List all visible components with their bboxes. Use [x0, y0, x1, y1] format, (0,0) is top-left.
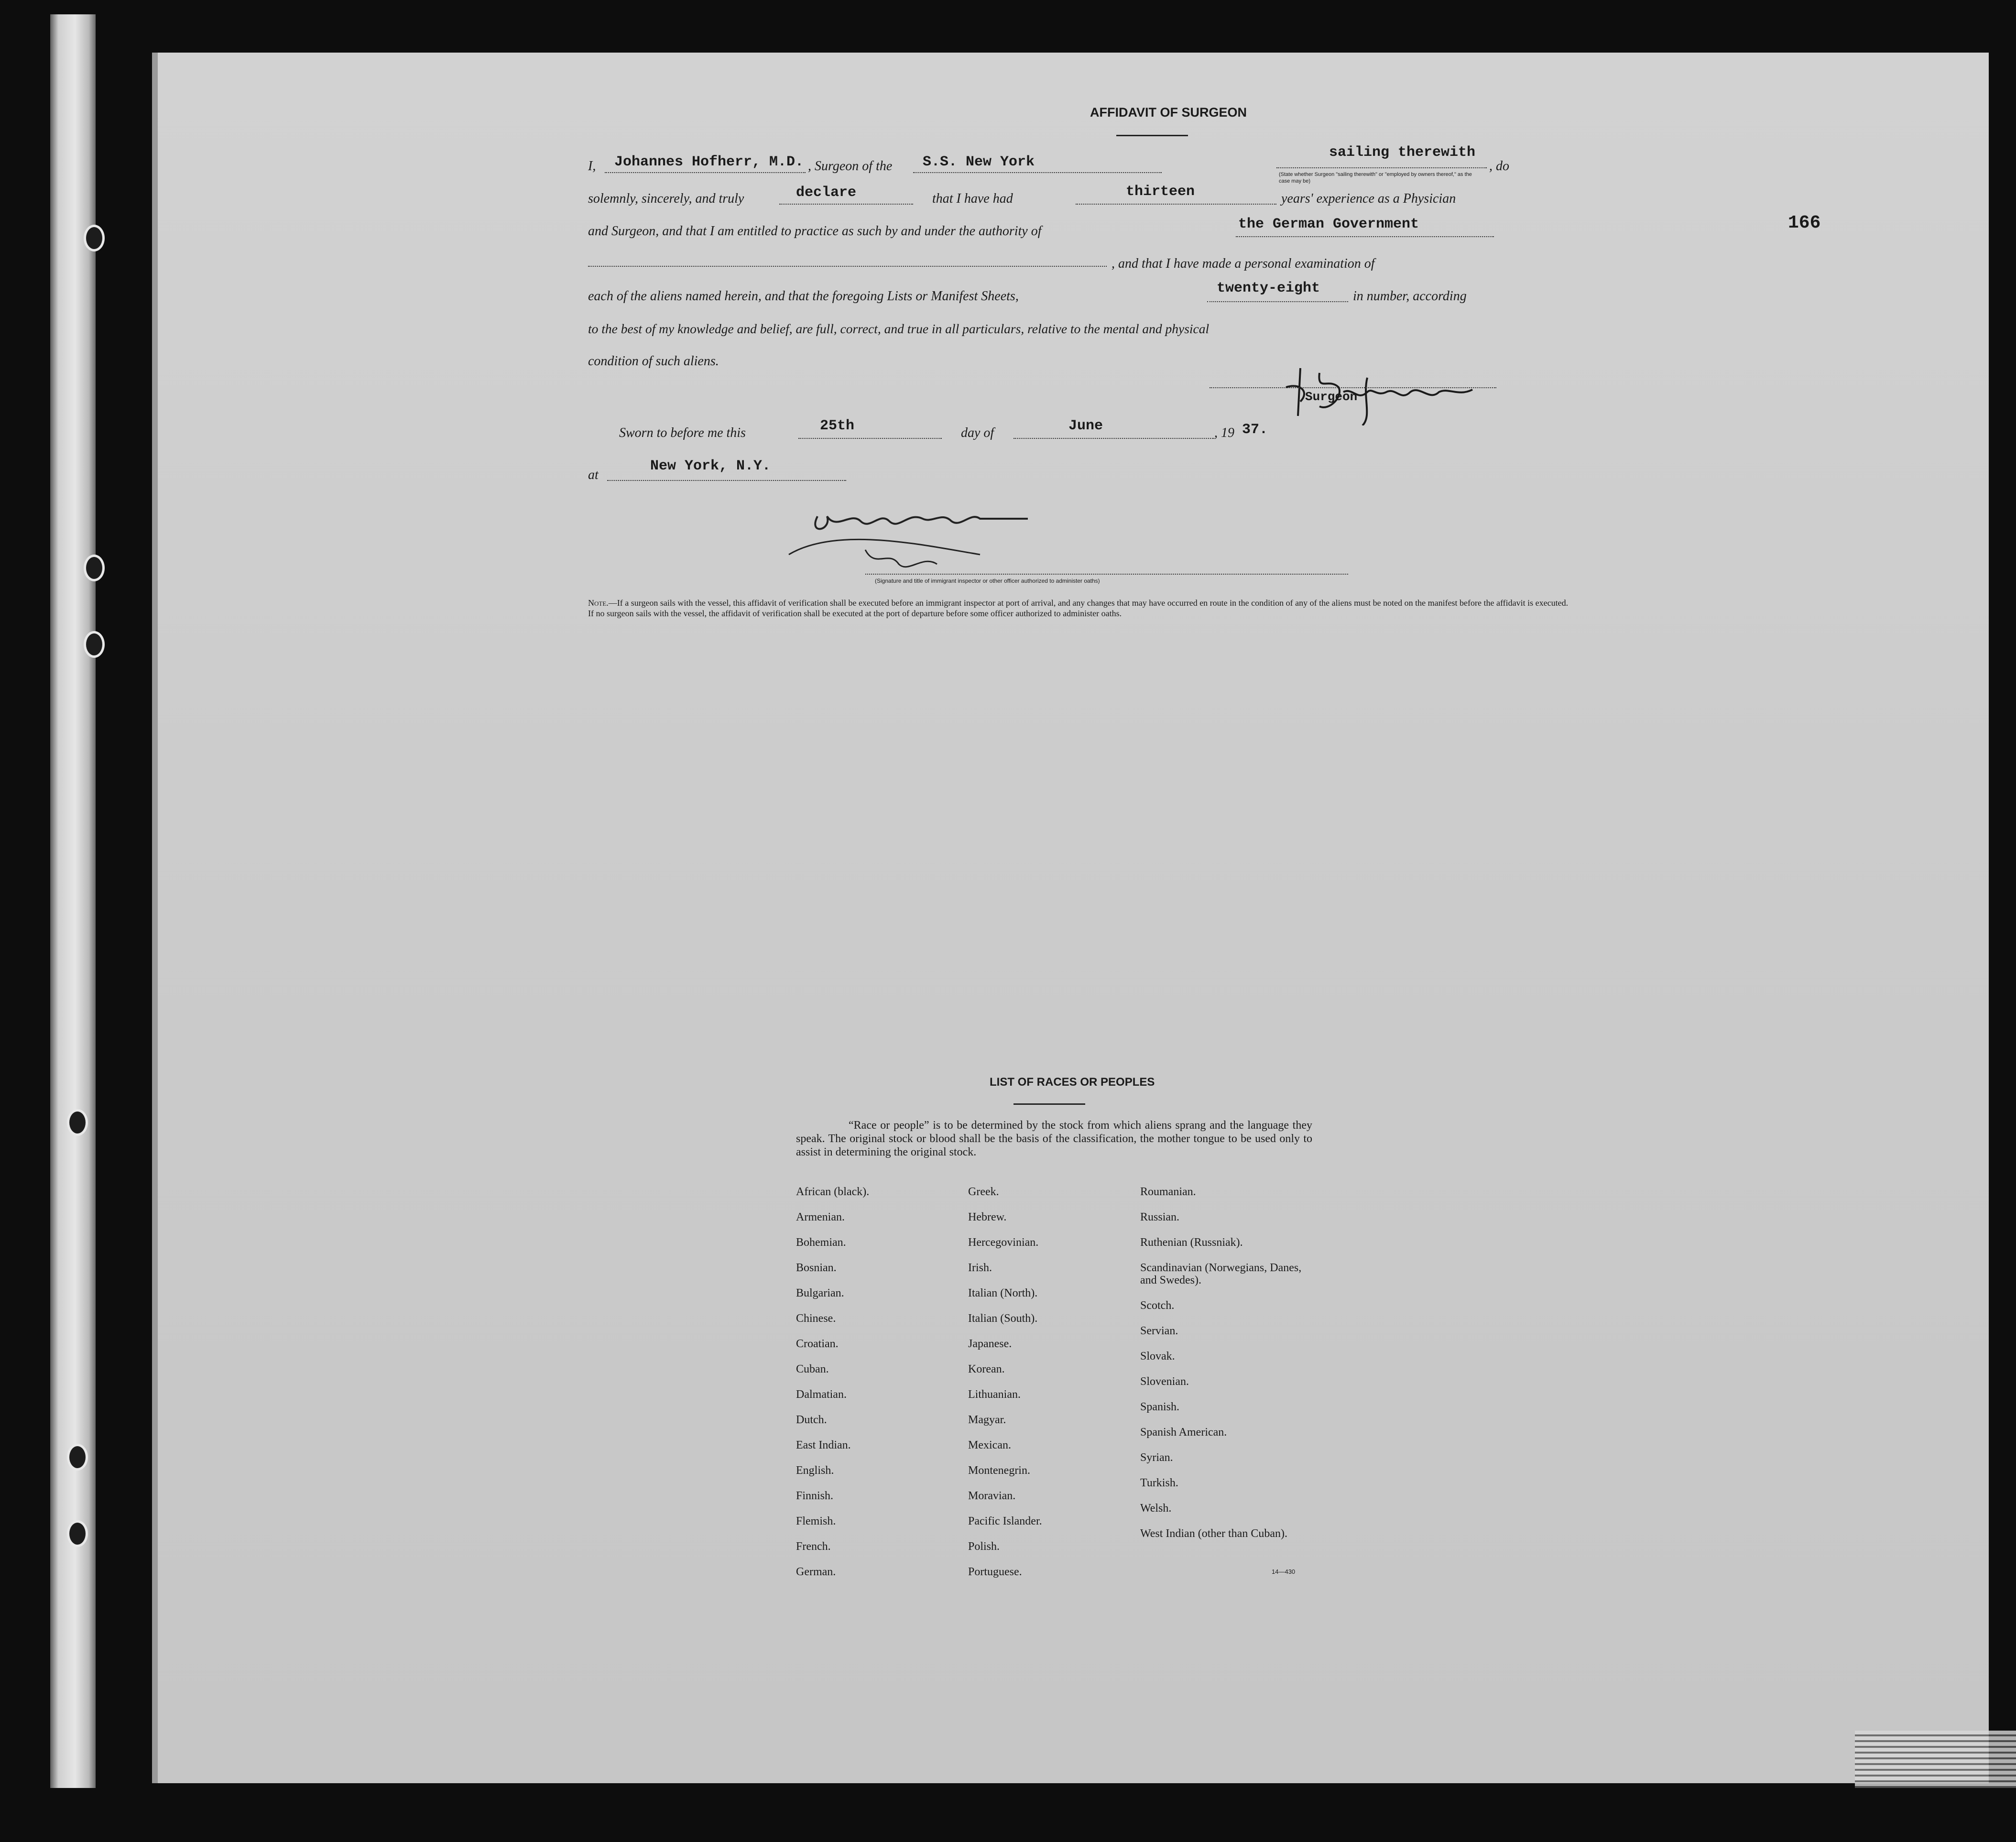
race-item: Bulgarian.: [796, 1287, 844, 1299]
sworn-month-field: [1013, 418, 1214, 439]
sworn-day-field: [798, 418, 942, 439]
surgeon-name-field: [605, 153, 806, 173]
race-item: Flemish.: [796, 1515, 836, 1527]
race-item: Lithuanian.: [968, 1388, 1021, 1401]
sworn-month: June: [1068, 418, 1103, 434]
text-surgeon-of: , Surgeon of the: [808, 159, 893, 174]
text-have-had: that I have had: [932, 191, 1013, 206]
race-item: Korean.: [968, 1363, 1005, 1375]
page-stamp-number: 166: [1788, 213, 1821, 233]
race-item: Portuguese.: [968, 1566, 1022, 1578]
text-years: years' experience as a Physician: [1281, 191, 1456, 206]
race-item: German.: [796, 1566, 836, 1578]
race-item: African (black).: [796, 1186, 870, 1198]
race-item: English.: [796, 1464, 834, 1477]
race-item: Dalmatian.: [796, 1388, 847, 1401]
text-best-knowledge: to the best of my knowledge and belief, are full, correct, and true in all particulars, relative to the mental and physical: [588, 321, 1210, 336]
race-item: Welsh.: [1140, 1502, 1172, 1515]
race-item: Hercegovinian.: [968, 1236, 1039, 1249]
authority: the German Government: [1238, 216, 1419, 232]
race-item: Dutch.: [796, 1414, 827, 1426]
text-condition: condition of such aliens.: [588, 354, 719, 369]
title-rule: [1116, 135, 1188, 136]
race-item: Slovak.: [1140, 1350, 1175, 1362]
ship-name-field: [913, 153, 1162, 173]
race-item: Turkish.: [1140, 1477, 1178, 1489]
declare-field: [779, 186, 913, 205]
race-item: Armenian.: [796, 1211, 845, 1223]
race-item: Spanish American.: [1140, 1426, 1227, 1439]
affidavit-title: AFFIDAVIT OF SURGEON: [1090, 105, 1247, 120]
years-field: [1076, 186, 1276, 205]
race-item: Hebrew.: [968, 1211, 1007, 1223]
races-title-rule: [1013, 1103, 1085, 1105]
race-item: Japanese.: [968, 1338, 1012, 1350]
race-item: Bohemian.: [796, 1236, 846, 1249]
text-at: at: [588, 468, 599, 482]
years-count: thirteen: [1126, 184, 1195, 200]
sailing-status: sailing therewith: [1329, 144, 1476, 161]
document-page: [158, 53, 1989, 1783]
sworn-day: 25th: [820, 418, 855, 434]
form-number: 14—430: [1272, 1568, 1296, 1575]
note-line2: If no surgeon sails with the vessel, the affidavit of verification shall be executed at the port of departure before some officer authorized to administer oaths.: [588, 609, 1122, 618]
page-edge-lines: [1855, 1731, 2016, 1788]
race-item: Servian.: [1140, 1325, 1178, 1337]
sworn-year: 37.: [1242, 422, 1268, 438]
text-19: , 19: [1214, 425, 1234, 440]
race-item: Mexican.: [968, 1439, 1011, 1451]
text-and-surgeon: and Surgeon, and that I am entitled to practice as such by and under the authority of: [588, 224, 1042, 239]
race-item: Greek.: [968, 1186, 999, 1198]
sworn-place: New York, N.Y.: [650, 458, 771, 474]
status-note: (State whether Surgeon "sailing therewith" or "employed by owners thereof," as the case may be): [1279, 172, 1472, 184]
race-item: Italian (South).: [968, 1312, 1038, 1325]
race-item: Scotch.: [1140, 1299, 1175, 1312]
race-item: Scandinavian (Norwegians, Danes, and Swedes).: [1140, 1262, 1302, 1286]
sworn-place-field: [607, 458, 846, 481]
punch-hole: [67, 1109, 88, 1136]
race-item: Spanish.: [1140, 1401, 1180, 1413]
authority-field: [1236, 216, 1494, 237]
text-sworn: Sworn to before me this: [619, 425, 746, 440]
race-item: Pacific Islander.: [968, 1515, 1042, 1527]
race-item: Montenegrin.: [968, 1464, 1030, 1477]
races-intro: “Race or people” is to be determined by the stock from which aliens sprang and the language they speak. The original stock or blood shall be the basis of the classification, the mother tongue to be used only to assist in determining the original stock.: [796, 1119, 1312, 1158]
punch-hole: [67, 1444, 88, 1471]
race-item: Finnish.: [796, 1490, 834, 1502]
race-item: Russian.: [1140, 1211, 1180, 1223]
race-item: Italian (North).: [968, 1287, 1038, 1299]
text-each-alien: each of the aliens named herein, and that the foregoing Lists or Manifest Sheets,: [588, 289, 1019, 304]
text-personal-exam: , and that I have made a personal examination of: [1112, 256, 1375, 271]
race-item: Bosnian.: [796, 1262, 837, 1274]
declare-word: declare: [796, 185, 857, 201]
race-item: Cuban.: [796, 1363, 829, 1375]
race-item: Croatian.: [796, 1338, 839, 1350]
races-column-1: [796, 1186, 869, 1591]
race-item: West Indian (other than Cuban).: [1140, 1527, 1287, 1540]
note-label: Note.: [588, 598, 609, 608]
races-column-3: [1140, 1186, 1303, 1553]
surgeon-name: Johannes Hofherr, M.D.: [614, 154, 804, 170]
punch-hole: [84, 225, 105, 251]
races-title: LIST OF RACES OR PEOPLES: [990, 1076, 1155, 1089]
race-item: East Indian.: [796, 1439, 851, 1451]
race-item: Roumanian.: [1140, 1186, 1196, 1198]
officer-caption: (Signature and title of immigrant inspector or other officer authorized to administer oaths): [875, 578, 1100, 584]
note-line1: —If a surgeon sails with the vessel, this affidavit of verification shall be executed before an immigrant inspector at port of arrival, and any changes that may have occurred en route in the condition of any of the aliens must be noted on the manifest before the affidavit is executed.: [608, 598, 1569, 608]
race-item: Syrian.: [1140, 1451, 1173, 1464]
signature-line: [1210, 387, 1496, 388]
race-item: Chinese.: [796, 1312, 836, 1325]
race-item: French.: [796, 1540, 831, 1553]
signature-label: Surgeon: [1305, 390, 1358, 404]
punch-hole: [67, 1520, 88, 1547]
officer-signature-line: [865, 574, 1348, 575]
affidavit-note: [588, 598, 1678, 619]
punch-hole: [84, 555, 105, 581]
race-item: Polish.: [968, 1540, 1000, 1553]
races-column-2: [968, 1186, 1042, 1591]
race-item: Irish.: [968, 1262, 992, 1274]
text-i: I,: [588, 159, 596, 174]
text-do: , do: [1489, 159, 1509, 174]
sheets-count: twenty-eight: [1217, 280, 1320, 296]
authority-continuation-field: [588, 251, 1107, 267]
text-day-of: day of: [961, 425, 994, 440]
ship-name: S.S. New York: [923, 154, 1035, 170]
text-solemnly: solemnly, sincerely, and truly: [588, 191, 744, 206]
punch-hole: [84, 631, 105, 658]
race-item: Ruthenian (Russniak).: [1140, 1236, 1243, 1249]
text-in-number: in number, according: [1353, 289, 1467, 304]
race-item: Moravian.: [968, 1490, 1016, 1502]
sailing-status-field: [1276, 144, 1487, 168]
sheets-field: [1207, 280, 1348, 302]
race-item: Magyar.: [968, 1414, 1006, 1426]
race-item: Slovenian.: [1140, 1375, 1189, 1388]
